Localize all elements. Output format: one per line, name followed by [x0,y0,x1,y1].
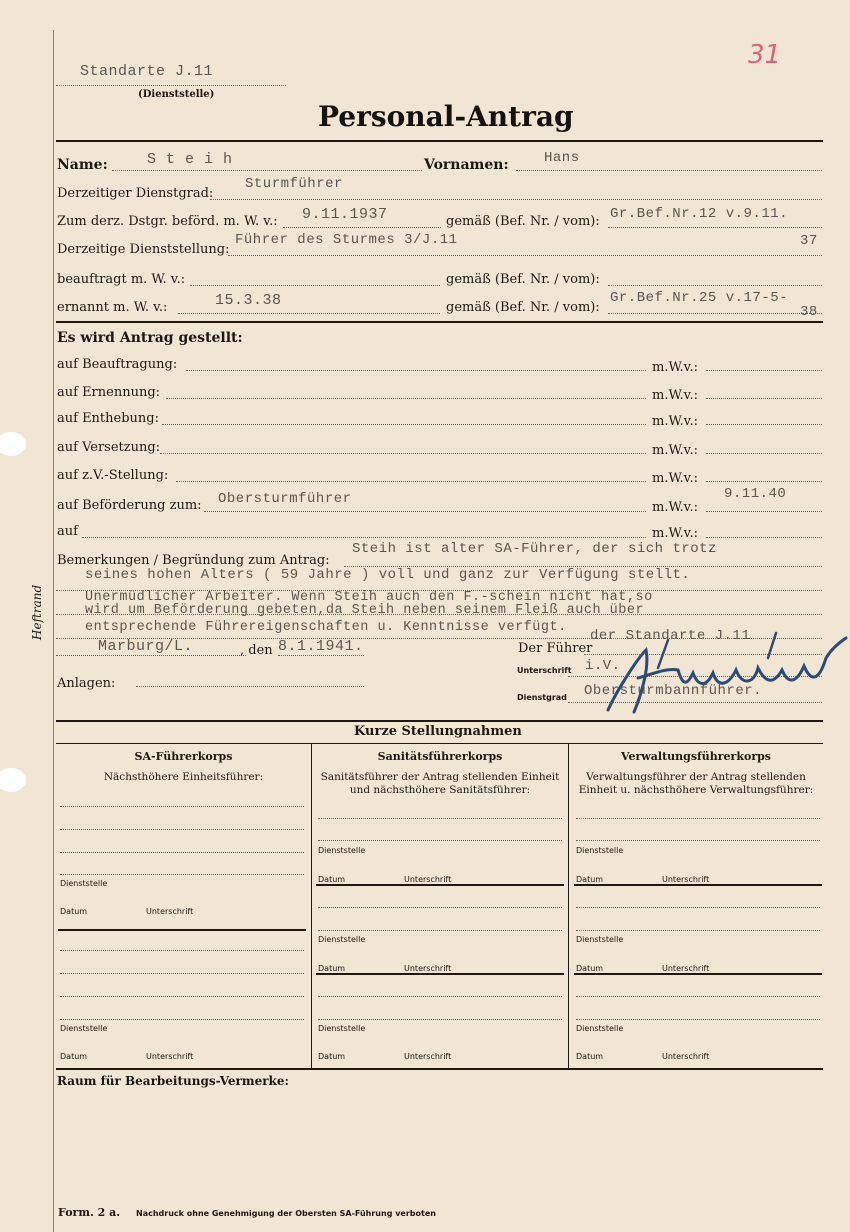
col3-dienststelle-2: Dienststelle [576,935,624,944]
sanitaetsfuehrerkorps-head: Sanitätsführerkorps [377,750,503,763]
person-rule [56,321,823,323]
page-number: 31 [748,40,782,70]
header-rule [56,140,823,142]
befoerderung-date: 9.11.40 [724,486,787,502]
col2-sign-rule-2 [316,973,564,975]
fuehrer-label: Der Führer [518,641,593,656]
col3-line [576,930,820,931]
dienststelle-value: Standarte J.11 [80,63,214,80]
col3-datum-2: Datum [576,964,604,973]
col2-line [318,996,562,997]
col1-unterschrift-1: Unterschrift [146,907,194,916]
punch-hole-top [0,432,26,456]
nachdruck-note: Nachdruck ohne Genehmigung der Obersten SA-Führung verboten [136,1209,436,1218]
signature-rule [56,720,823,722]
befoerd-gemaess-line [608,227,822,228]
name-value: S t e i h [147,151,233,168]
col2-line [318,818,562,819]
col3-unterschrift-3: Unterschrift [662,1052,710,1061]
column-divider-1 [311,744,312,1069]
ernannt-label: ernannt m. W. v.: [57,300,168,315]
sa-fuehrerkorps-head: SA-Führerkorps [134,750,233,763]
dienstgrad-label: Derzeitiger Dienstgrad: [57,186,214,201]
ernannt-gemaess-value: Gr.Bef.Nr.25 v.17-5- [610,290,789,306]
name-line [112,170,422,171]
col3-datum-3: Datum [576,1052,604,1061]
col2-line [318,840,562,841]
verwaltungsfuehrerkorps-head: Verwaltungsführerkorps [620,750,771,763]
verwaltungsfuehrerkorps-sub: Verwaltungsführer der Antrag stellenden Einheit u. nächsthöhere Verwaltungsführer: [578,771,814,796]
margin-line [53,30,54,1232]
raum-label: Raum für Bearbeitungs-Vermerke: [57,1074,289,1088]
den-label: , den [240,643,273,658]
iv-value: i.V. [585,658,621,674]
form-number: Form. 2 a. [58,1206,121,1219]
col3-datum-1: Datum [576,875,604,884]
dienstgrad-sig-value: Obersturmbannführer. [584,683,763,699]
vornamen-value: Hans [544,150,580,166]
page-title: Personal-Antrag [318,100,574,133]
sa-fuehrerkorps-sub: Nächsthöhere Einheitsführer: [103,771,264,783]
col2-unterschrift-2: Unterschrift [404,964,452,973]
col2-unterschrift-3: Unterschrift [404,1052,452,1061]
col1-sign-rule-1 [58,929,306,931]
col2-sign-rule-1 [316,884,564,886]
antrag-label-versetzung: auf Versetzung: [57,440,161,455]
dienststellung-label: Derzeitige Dienststellung: [57,242,230,257]
col1-line [60,874,304,875]
mwv-label: m.W.v.: [652,414,698,429]
col3-line [576,996,820,997]
name-label: Name: [57,157,108,173]
antrag-label-enthebung: auf Enthebung: [57,411,159,426]
mwv-label: m.W.v.: [652,471,698,486]
mwv-label: m.W.v.: [652,388,698,403]
antrag-line [82,537,646,538]
ernannt-gemaess-line [608,313,822,314]
antrag-label-beauftragung: auf Beauftragung: [57,357,178,372]
col1-datum-1: Datum [60,907,88,916]
dienststellung-line [228,255,822,256]
col2-datum-2: Datum [318,964,346,973]
col1-line [60,996,304,997]
antrag-line [186,370,646,371]
antrag-label-auf: auf [57,524,78,539]
beauftragt-gemaess-line [608,285,822,286]
ernannt-line [178,313,440,314]
place-line [56,655,246,656]
beauftragt-line [190,285,440,286]
mwv-line [706,453,822,454]
mwv-line [706,481,822,482]
anlagen-line [136,686,364,687]
dienststelle-line [56,85,286,86]
befoerd-gemaess-value: Gr.Bef.Nr.12 v.9.11. [610,206,789,222]
col2-line [318,1019,562,1020]
col3-line [576,1019,820,1020]
antrag-line [160,453,646,454]
col3-dienststelle-1: Dienststelle [576,846,624,855]
col3-dienststelle-3: Dienststelle [576,1024,624,1033]
dienststelle-label: (Dienststelle) [138,89,215,100]
handwritten-signature [598,628,850,720]
bemerkungen-label: Bemerkungen / Begründung zum Antrag: [57,553,330,568]
col1-line [60,852,304,853]
col1-line [60,806,304,807]
col3-sign-rule-2 [574,973,822,975]
dienstgrad-sig-line [568,702,822,703]
anlagen-label: Anlagen: [57,676,116,691]
date-line [278,655,364,656]
place-value: Marburg/L. [98,638,194,655]
antrag-label-befoerderung: auf Beförderung zum: [57,498,202,513]
antrag-line [176,481,646,482]
beauftragt-gemaess-label: gemäß (Bef. Nr. / vom): [446,272,600,287]
beauftragt-label: beauftragt m. W. v.: [57,272,186,287]
col3-unterschrift-2: Unterschrift [662,964,710,973]
mwv-line [706,424,822,425]
col3-unterschrift-1: Unterschrift [662,875,710,884]
stellungnahmen-title: Kurze Stellungnahmen [354,724,522,739]
antrag-label-zv-stellung: auf z.V.-Stellung: [57,468,169,483]
ernannt-gemaess-cont: 38 [800,304,818,320]
col2-line [318,930,562,931]
col2-datum-1: Datum [318,875,346,884]
antrag-heading: Es wird Antrag gestellt: [57,330,243,346]
col1-unterschrift-2: Unterschrift [146,1052,194,1061]
column-divider-2 [568,744,569,1069]
col3-line [576,907,820,908]
ernannt-gemaess-label: gemäß (Bef. Nr. / vom): [446,300,600,315]
heftrand-label: Heftrand [30,584,44,640]
befoerd-gemaess-label: gemäß (Bef. Nr. / vom): [446,214,600,229]
dienstgrad-value: Sturmführer [245,176,343,192]
col1-line [60,829,304,830]
mwv-label: m.W.v.: [652,360,698,375]
col2-dienststelle-2: Dienststelle [318,935,366,944]
befoerd-gemaess-cont: 37 [800,233,818,249]
col1-line [60,973,304,974]
befoerd-value: 9.11.1937 [302,206,388,223]
dienstgrad-line [210,199,822,200]
bemerkungen-text-1: Steih ist alter SA-Führer, der sich trotz [352,541,717,557]
befoerd-label: Zum derz. Dstgr. beförd. m. W. v.: [57,214,278,229]
col1-line [60,950,304,951]
punch-hole-bottom [0,768,26,792]
unterschrift-label: Unterschrift [517,666,572,675]
col1-line [60,1019,304,1020]
bemerkungen-text-5: entsprechende Führereigenschaften u. Kenntnisse verfügt. [85,620,567,635]
dienststellung-value: Führer des Sturmes 3/J.11 [235,232,458,248]
fuehrer-value: der Standarte J.11 [590,628,751,644]
col2-dienststelle-1: Dienststelle [318,846,366,855]
antrag-line [166,398,646,399]
vornamen-label: Vornamen: [424,157,509,173]
dienstgrad-small-label: Dienstgrad [517,693,567,702]
col1-dienststelle-2: Dienststelle [60,1024,108,1033]
ernannt-value: 15.3.38 [215,292,282,309]
col2-unterschrift-1: Unterschrift [404,875,452,884]
col2-line [318,907,562,908]
mwv-line [706,398,822,399]
col2-datum-3: Datum [318,1052,346,1061]
mwv-line [706,537,822,538]
col2-dienststelle-3: Dienststelle [318,1024,366,1033]
col1-dienststelle-1: Dienststelle [60,879,108,888]
befoerd-line [283,227,441,228]
stellungnahmen-rule [56,743,823,744]
date-value: 8.1.1941. [278,638,364,655]
antrag-line [204,511,646,512]
col3-line [576,840,820,841]
bemerkungen-text-4: wird um Beförderung gebeten,da Steih neben seinem Fleiß auch über [85,603,645,618]
mwv-label: m.W.v.: [652,500,698,515]
bemerkungen-text-3: Unermüdlicher Arbeiter. Wenn Steih auch den F.-schein nicht hat,so [85,590,653,605]
mwv-label: m.W.v.: [652,443,698,458]
mwv-line [706,370,822,371]
bottom-rule [56,1068,823,1070]
col3-line [576,818,820,819]
col1-datum-2: Datum [60,1052,88,1061]
bemerkungen-text-2: seines hohen Alters ( 59 Jahre ) voll und ganz zur Verfügung stellt. [85,567,691,583]
mwv-line [706,511,822,512]
mwv-label: m.W.v.: [652,526,698,541]
antrag-line [162,424,646,425]
befoerderung-value: Obersturmführer [218,491,352,507]
sanitaetsfuehrerkorps-sub: Sanitätsführer der Antrag stellenden Einheit und nächsthöhere Sanitätsführer: [320,771,560,796]
vornamen-line [516,170,822,171]
col3-sign-rule-1 [574,884,822,886]
antrag-label-ernennung: auf Ernennung: [57,385,161,400]
